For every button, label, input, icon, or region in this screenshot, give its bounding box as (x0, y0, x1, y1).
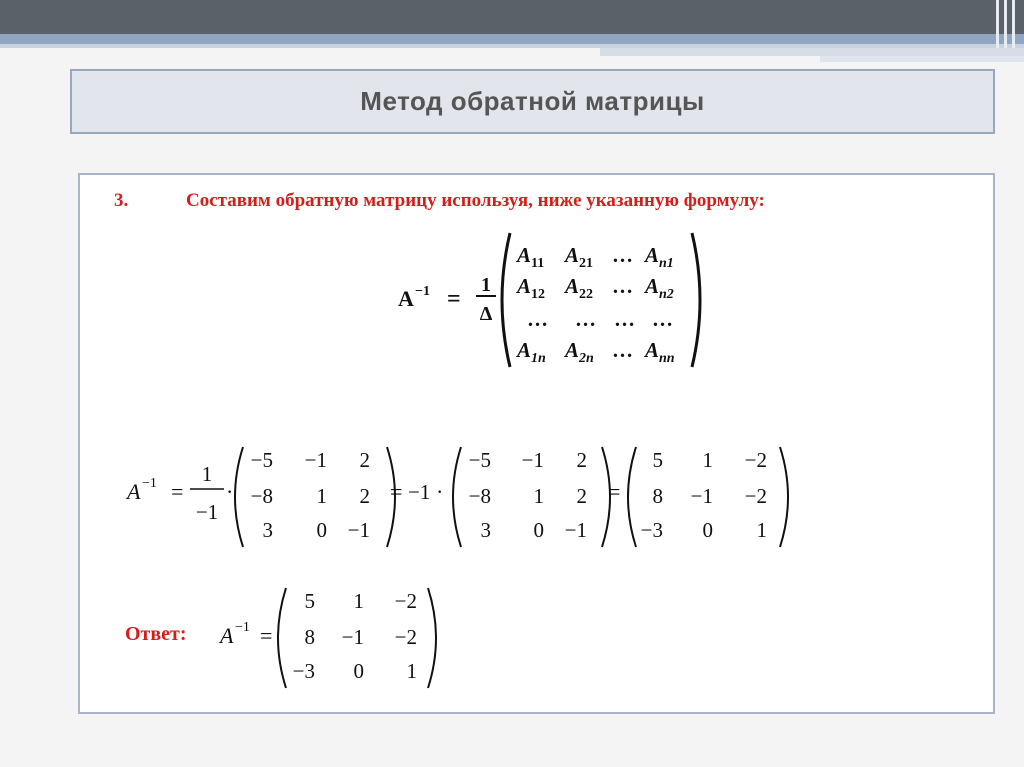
header-line-decoration (1004, 0, 1007, 48)
matrix1-cell: −8 (250, 484, 273, 508)
comp-frac-denominator: −1 (195, 500, 219, 524)
answer-paren-left (278, 588, 286, 688)
step-number: 3. (114, 190, 129, 211)
formula-row-1: $A_{11}$ $A_{21}$ … $A_{n1}$ (517, 243, 674, 271)
matrix3-cell: 5 (652, 448, 663, 472)
comp-dot: · (226, 479, 234, 504)
matrix1-cell: 1 (316, 484, 327, 508)
formula-row-3: … … … … (527, 307, 673, 331)
answer-matrix-cell: −2 (394, 589, 417, 613)
matrix3-cell: 1 (702, 448, 713, 472)
header-line-decoration (996, 0, 999, 48)
comp-lhs-exp: −1 (142, 476, 157, 491)
matrix1-cell: 3 (262, 518, 273, 542)
matrix2-cell: −1 (521, 448, 544, 472)
matrix3-cell: −1 (690, 484, 713, 508)
matrix3-cell: 1 (756, 518, 767, 542)
formula-frac-numerator: 1 (481, 274, 491, 296)
answer-label: Ответ: (125, 623, 187, 645)
answer-matrix-cell: 5 (304, 589, 315, 613)
matrix2-cell: 1 (533, 484, 544, 508)
header-bar (0, 0, 1024, 34)
matrix2-cell: −1 (564, 518, 587, 542)
comp-lhs-base: A (127, 479, 141, 504)
slide-title: Метод обратной матрицы (360, 86, 705, 116)
matrix3-cell: 0 (702, 518, 713, 542)
matrix2-cell: 3 (480, 518, 491, 542)
answer-expression (80, 175, 997, 716)
matrix2-cell: 2 (576, 448, 587, 472)
comp-equals-3: = (608, 479, 621, 504)
answer-matrix-cell: −3 (292, 659, 315, 683)
header-stripe (0, 34, 1024, 44)
comp-dot-2: · (436, 479, 444, 504)
matrix1-cell: 0 (316, 518, 327, 542)
answer-matrix-cell: −2 (394, 625, 417, 649)
matrix1-cell: −1 (304, 448, 327, 472)
matrix2-cell: 0 (533, 518, 544, 542)
matrix1-cell: 2 (359, 484, 370, 508)
matrix3-cell: 8 (652, 484, 663, 508)
comp-equals-2: = (390, 479, 403, 504)
matrix1-cell: 2 (359, 448, 370, 472)
header-line-decoration (1012, 0, 1015, 48)
formula-row-2: $A_{12}$ $A_{22}$ … $A_{n2}$ (517, 274, 674, 302)
header-step-decoration-small (820, 56, 1024, 62)
matrix2-cell: −5 (468, 448, 491, 472)
matrix2-cell: 2 (576, 484, 587, 508)
matrix3-cell: −2 (744, 448, 767, 472)
header-step-decoration (600, 48, 1024, 56)
answer-paren-right (428, 588, 436, 688)
matrix3-cell: −2 (744, 484, 767, 508)
answer-lhs-base: A (220, 623, 234, 648)
answer-matrix-cell: −1 (341, 625, 364, 649)
answer-matrix-cell: 1 (406, 659, 417, 683)
answer-matrix-cell: 8 (304, 625, 315, 649)
answer-equals: = (260, 623, 273, 648)
formula-row-4: $A_{1n}$ $A_{2n}$ … $A_{nn}$ (517, 338, 675, 366)
formula-lhs-base: A (398, 286, 414, 311)
answer-lhs-exp: −1 (235, 620, 250, 635)
matrix3-cell: −3 (640, 518, 663, 542)
answer-matrix-cell: 0 (353, 659, 364, 683)
answer-matrix-cell: 1 (353, 589, 364, 613)
formula-lhs-exp: −1 (415, 284, 430, 299)
comp-equals: = (171, 479, 184, 504)
content-panel (78, 173, 995, 714)
answer-matrix (293, 589, 417, 683)
comp-mid-factor: −1 (408, 480, 431, 504)
formula-equals: = (447, 286, 461, 312)
formula-frac-denominator: Δ (479, 303, 493, 325)
matrix1-cell: −1 (347, 518, 370, 542)
title-box (70, 69, 995, 134)
step-instruction: Составим обратную матрицу используя, ниже указанную формулу: (186, 190, 765, 211)
matrix2-cell: −8 (468, 484, 491, 508)
comp-frac-numerator: 1 (201, 462, 213, 486)
matrix1-cell: −5 (250, 448, 273, 472)
